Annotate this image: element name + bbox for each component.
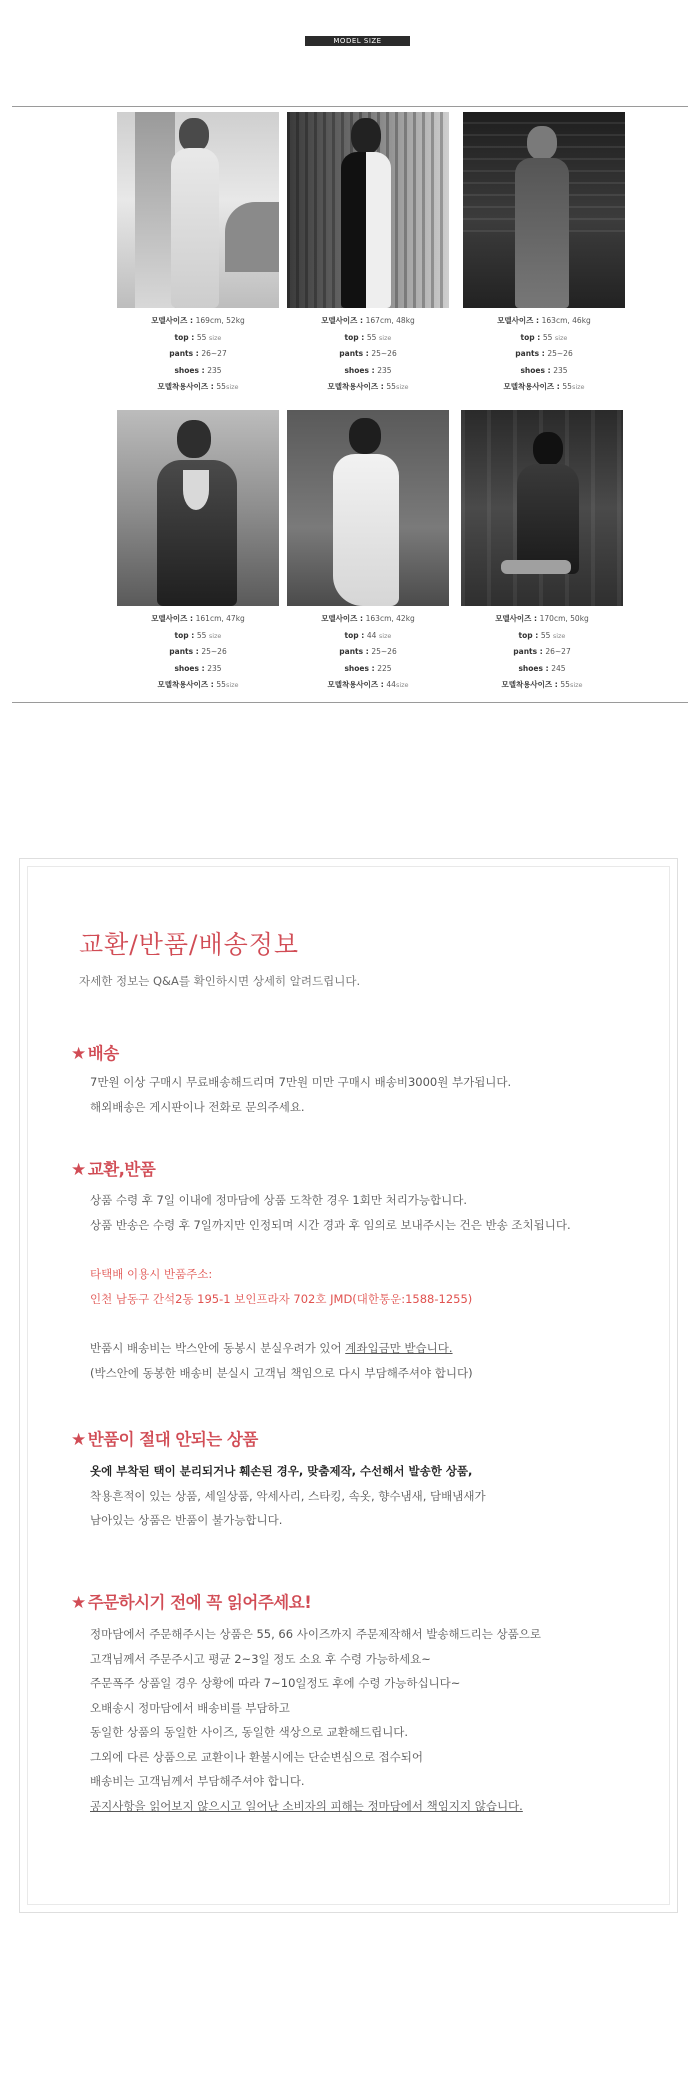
size-unit: size xyxy=(569,681,583,689)
notice-line: 동일한 상품의 동일한 사이즈, 동일한 색상으로 교환해드립니다. xyxy=(90,1725,409,1739)
non-returnable-line: 남아있는 상품은 반품이 불가능합니다. xyxy=(90,1513,283,1527)
notice-line: 그외에 다른 상품으로 교환이나 환불시에는 단순변심으로 접수되어 xyxy=(90,1749,423,1764)
exchange-subtitle: 자세한 정보는 Q&A를 확인하시면 상세히 알려드립니다. xyxy=(79,974,361,988)
fit-size-label: 모델착용사이즈 : xyxy=(327,382,387,391)
delivery-line: 7만원 이상 구매시 무료배송해드리며 7만원 미만 구매시 배송비3000원 부가됩니다. xyxy=(90,1075,512,1089)
size-unit: size xyxy=(378,631,392,640)
fit-size: 44 xyxy=(386,680,396,689)
top-label: top xyxy=(344,332,359,342)
exchange-title: 교환/반품/배송정보 xyxy=(79,930,300,959)
model-card: 모델사이즈 : 163cm, 46kg top : 55 size pants : 25~26 shoes : 235 모델착용사이즈 : 55size xyxy=(463,112,625,396)
non-returnable-line-bold: 옷에 부착된 택이 분리되거나 훼손된 경우, 맞춤제작, 수선해서 발송한 상품, xyxy=(90,1464,473,1478)
top-size: 55 xyxy=(540,630,551,640)
top-label: top xyxy=(344,630,359,640)
divider-bottom xyxy=(12,702,688,703)
model-size-label: 모델사이즈 : xyxy=(497,316,542,325)
liability-notice: 공지사항을 읽어보지 않으시고 일어난 소비자의 피해는 정마담에서 책임지지 않습니다. xyxy=(90,1798,523,1813)
model-height-weight: 169cm, 52kg xyxy=(195,316,245,325)
fit-size-label: 모델착용사이즈 : xyxy=(503,382,563,391)
model-card: 모델사이즈 : 163cm, 42kg top : 44 size pants : 25~26 shoes : 225 모델착용사이즈 : 44size xyxy=(287,410,449,694)
size-unit: size xyxy=(378,333,392,342)
star-icon: ★ xyxy=(71,1160,86,1180)
shoes-label: shoes xyxy=(174,365,199,375)
notice-line: 고객님께서 주문주시고 평균 2~3일 정도 소요 후 수령 가능하세요~ xyxy=(90,1651,431,1666)
non-returnable-line: 착용흔적이 있는 상품, 세일상품, 악세사리, 스타킹, 속옷, 향수냄새, 담배냄새가 xyxy=(90,1488,486,1503)
exchange-return-heading xyxy=(71,1156,155,1180)
model-card: 모델사이즈 : 170cm, 50kg top : 55 size pants : 26~27 shoes : 245 모델착용사이즈 : 55size xyxy=(461,410,623,694)
shoes-size: 245 xyxy=(551,663,566,673)
size-unit: size xyxy=(225,383,239,391)
model-photo xyxy=(117,410,279,606)
size-unit: size xyxy=(208,631,222,640)
model-photo xyxy=(461,410,623,606)
pants-label: pants xyxy=(169,349,194,358)
size-unit: size xyxy=(554,333,568,342)
model-photo xyxy=(117,112,279,308)
fit-size: 55 xyxy=(216,680,226,689)
model-height-weight: 170cm, 50kg xyxy=(539,614,589,623)
top-label: top xyxy=(174,332,189,342)
fit-size-label: 모델착용사이즈 : xyxy=(327,680,387,689)
exchange-info-inner xyxy=(27,866,670,1905)
return-fee-note xyxy=(90,1336,473,1385)
size-unit: size xyxy=(552,631,566,640)
shoes-label: shoes xyxy=(518,663,543,673)
notice-line: 주문폭주 상품일 경우 상황에 따라 7~10일정도 후에 수령 가능하십니다~ xyxy=(90,1676,461,1690)
size-unit: size xyxy=(208,333,222,342)
star-icon: ★ xyxy=(71,1044,86,1064)
shoes-size: 225 xyxy=(377,663,392,673)
pants-label: pants xyxy=(339,647,364,656)
fit-size: 55 xyxy=(560,680,570,689)
return-address-block xyxy=(90,1262,472,1311)
model-photo xyxy=(463,112,625,308)
divider-top xyxy=(12,106,688,107)
shoes-label: shoes xyxy=(344,365,369,375)
model-card: 모델사이즈 : 161cm, 47kg top : 55 size pants : 25~26 shoes : 235 모델착용사이즈 : 55size xyxy=(117,410,279,694)
fit-size-label: 모델착용사이즈 : xyxy=(501,680,561,689)
pants-label: pants xyxy=(339,349,364,358)
top-size: 55 xyxy=(366,332,377,342)
shoes-size: 235 xyxy=(377,365,392,375)
read-before-heading-text: 주문하시기 전에 꼭 읽어주세요! xyxy=(87,1593,312,1612)
size-unit: size xyxy=(395,681,409,689)
return-address: 인천 남동구 간석2동 195-1 보인프라자 702호 JMD(대한통운:1588-1255) xyxy=(90,1291,473,1306)
model-size-label: 모델사이즈 : xyxy=(321,316,366,325)
model-photo xyxy=(287,112,449,308)
shoes-size: 235 xyxy=(553,365,568,375)
delivery-line: 해외배송은 게시판이나 전화로 문의주세요. xyxy=(90,1099,305,1114)
shoes-label: shoes xyxy=(174,663,199,673)
exchange-info-box xyxy=(19,858,678,1913)
model-height-weight: 163cm, 46kg xyxy=(541,316,591,325)
model-size-label: 모델사이즈 : xyxy=(321,614,366,623)
delivery-heading xyxy=(71,1040,119,1064)
exchange-return-text xyxy=(90,1188,571,1237)
model-size-label: 모델사이즈 : xyxy=(151,316,196,325)
delivery-text xyxy=(90,1070,511,1119)
exchange-line: 상품 반송은 수령 후 7일까지만 인정되며 시간 경과 후 임의로 보내주시는 건은 반송 조치됩니다. xyxy=(90,1217,571,1232)
fit-size: 55 xyxy=(562,382,572,391)
pants-label: pants xyxy=(169,647,194,656)
pants-size: 25~26 xyxy=(201,647,227,656)
fit-size-label: 모델착용사이즈 : xyxy=(157,382,217,391)
model-height-weight: 163cm, 42kg xyxy=(365,614,415,623)
pants-size: 26~27 xyxy=(201,349,227,358)
shoes-size: 235 xyxy=(207,663,222,673)
model-card: 모델사이즈 : 167cm, 48kg top : 55 size pants : 25~26 shoes : 235 모델착용사이즈 : 55size xyxy=(287,112,449,396)
size-unit: size xyxy=(395,383,409,391)
model-height-weight: 161cm, 47kg xyxy=(195,614,245,623)
return-fee-note-underline: 계좌입금만 받습니다. xyxy=(345,1341,453,1355)
top-label: top xyxy=(520,332,535,342)
top-label: top xyxy=(518,630,533,640)
notice-line: 배송비는 고객님께서 부담해주셔야 합니다. xyxy=(90,1774,305,1788)
pants-size: 25~26 xyxy=(547,349,573,358)
read-before-order-text xyxy=(90,1622,541,1818)
exchange-return-heading-text: 교환,반품 xyxy=(87,1160,156,1179)
model-card: 모델사이즈 : 169cm, 52kg top : 55 size pants : 26~27 shoes : 235 모델착용사이즈 : 55size xyxy=(117,112,279,396)
delivery-heading-text: 배송 xyxy=(87,1044,119,1063)
pants-label: pants xyxy=(515,349,540,358)
shoes-size: 235 xyxy=(207,365,222,375)
size-unit: size xyxy=(225,681,239,689)
model-size-label: 모델사이즈 : xyxy=(151,614,196,623)
non-returnable-text xyxy=(90,1459,486,1533)
top-size: 44 xyxy=(366,630,377,640)
pants-size: 25~26 xyxy=(371,349,397,358)
model-size-label: MODEL SIZE xyxy=(305,36,410,46)
non-returnable-heading-text: 반품이 절대 안되는 상품 xyxy=(87,1430,258,1449)
return-fee-note-2: (박스안에 동봉한 배송비 분실시 고객님 책임으로 다시 부담해주셔야 합니다) xyxy=(90,1365,473,1380)
notice-line: 오배송시 정마담에서 배송비를 부담하고 xyxy=(90,1700,290,1715)
top-size: 55 xyxy=(196,630,207,640)
read-before-order-heading xyxy=(71,1589,311,1613)
star-icon: ★ xyxy=(71,1430,86,1450)
exchange-line: 상품 수령 후 7일 이내에 정마담에 상품 도착한 경우 1회만 처리가능합니다. xyxy=(90,1193,468,1207)
fit-size: 55 xyxy=(386,382,396,391)
model-size-label: 모델사이즈 : xyxy=(495,614,540,623)
star-icon: ★ xyxy=(71,1593,86,1613)
pants-size: 26~27 xyxy=(545,647,571,656)
size-unit: size xyxy=(571,383,585,391)
shoes-label: shoes xyxy=(520,365,545,375)
model-height-weight: 167cm, 48kg xyxy=(365,316,415,325)
fit-size: 55 xyxy=(216,382,226,391)
fit-size-label: 모델착용사이즈 : xyxy=(157,680,217,689)
return-fee-note-text: 반품시 배송비는 박스안에 동봉시 분실우려가 있어 xyxy=(90,1341,346,1355)
notice-line: 정마담에서 주문해주시는 상품은 55, 66 사이즈까지 주문제작해서 발송해드리는 상품으로 xyxy=(90,1627,541,1641)
pants-label: pants xyxy=(513,647,538,656)
top-size: 55 xyxy=(542,332,553,342)
model-photo xyxy=(287,410,449,606)
top-label: top xyxy=(174,630,189,640)
pants-size: 25~26 xyxy=(371,647,397,656)
courier-label: 타택배 이용시 반품주소: xyxy=(90,1267,213,1281)
non-returnable-heading xyxy=(71,1426,258,1450)
shoes-label: shoes xyxy=(344,663,369,673)
top-size: 55 xyxy=(196,332,207,342)
